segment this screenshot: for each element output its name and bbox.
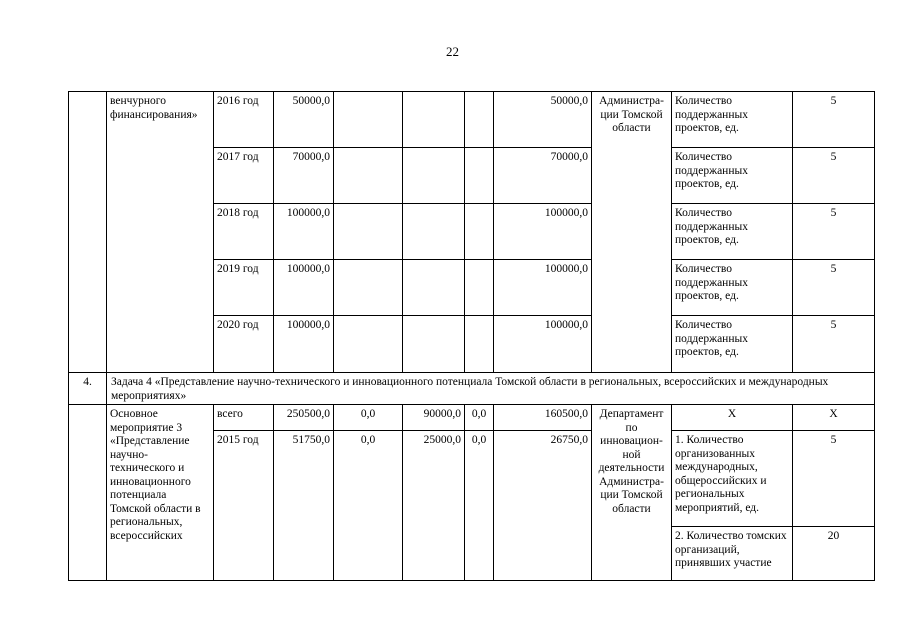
task-row xyxy=(69,373,875,405)
indicator-cell: Количество поддержанных проектов, ед. xyxy=(672,92,793,148)
year-cell: 2020 год xyxy=(214,316,274,373)
indicator-value-cell: Х xyxy=(793,405,875,431)
page-number: 22 xyxy=(446,44,459,59)
total-cell: 100000,0 xyxy=(274,204,334,260)
program-table xyxy=(68,91,875,581)
funding-cell xyxy=(465,260,494,316)
other-funding-cell: 26750,0 xyxy=(494,431,592,581)
indicator-cell: Количество поддержанных проектов, ед. xyxy=(672,148,793,204)
indicator-value-cell: 5 xyxy=(793,92,875,148)
funding-cell: 25000,0 xyxy=(403,431,465,581)
funding-cell: 0,0 xyxy=(334,431,403,581)
total-cell: 50000,0 xyxy=(274,92,334,148)
other-funding-cell: 100000,0 xyxy=(494,204,592,260)
funding-cell xyxy=(465,316,494,373)
indicator-value-cell: 5 xyxy=(793,316,875,373)
funding-cell xyxy=(403,260,465,316)
number-cell xyxy=(69,92,107,373)
funding-cell xyxy=(403,316,465,373)
indicator-cell: Х xyxy=(672,405,793,431)
funding-cell xyxy=(403,204,465,260)
funding-cell xyxy=(334,316,403,373)
funding-cell xyxy=(334,92,403,148)
other-funding-cell: 70000,0 xyxy=(494,148,592,204)
other-funding-cell: 100000,0 xyxy=(494,260,592,316)
number-cell xyxy=(69,405,107,581)
funding-cell xyxy=(403,148,465,204)
indicator-value-cell: 5 xyxy=(793,204,875,260)
year-cell: 2019 год xyxy=(214,260,274,316)
task-number-cell: 4. xyxy=(69,373,107,405)
funding-cell xyxy=(465,148,494,204)
funding-cell: 0,0 xyxy=(334,405,403,431)
indicator-cell: 2. Количество томских организаций, принявших участие xyxy=(672,527,793,581)
other-funding-cell: 50000,0 xyxy=(494,92,592,148)
indicator-value-cell: 5 xyxy=(793,260,875,316)
funding-cell: 0,0 xyxy=(465,431,494,581)
funding-cell xyxy=(334,260,403,316)
responsible-cell: Администра-ции Томской области xyxy=(592,92,672,373)
indicator-cell: Количество поддержанных проектов, ед. xyxy=(672,260,793,316)
funding-cell xyxy=(334,204,403,260)
funding-cell: 90000,0 xyxy=(403,405,465,431)
year-cell: всего xyxy=(214,405,274,431)
total-cell: 100000,0 xyxy=(274,260,334,316)
responsible-cell: Департамент по инновацион-ной деятельности Администра-ции Томской области xyxy=(592,405,672,581)
funding-cell xyxy=(465,92,494,148)
funding-cell xyxy=(403,92,465,148)
year-cell: 2016 год xyxy=(214,92,274,148)
task-title-cell: Задача 4 «Представление научно-технического и инновационного потенциала Томской области в региональных, всероссийских и международных мероприятиях» xyxy=(107,373,875,405)
funding-cell xyxy=(465,204,494,260)
total-cell: 100000,0 xyxy=(274,316,334,373)
total-cell: 70000,0 xyxy=(274,148,334,204)
year-cell: 2018 год xyxy=(214,204,274,260)
funding-cell: 0,0 xyxy=(465,405,494,431)
table-row xyxy=(69,405,875,431)
indicator-cell: 1. Количество организованных международных, общероссийских и региональных мероприятий, ед. xyxy=(672,431,793,527)
total-cell: 51750,0 xyxy=(274,431,334,581)
indicator-value-cell: 20 xyxy=(793,527,875,581)
measure-name-cell: Основное мероприятие 3 «Представление научно-технического и инновационного потенциала Томской области в региональных, всероссийских xyxy=(107,405,214,581)
table-row xyxy=(69,92,875,148)
indicator-value-cell: 5 xyxy=(793,431,875,527)
year-cell: 2015 год xyxy=(214,431,274,581)
measure-name-cell: венчурного финансирования» xyxy=(107,92,214,373)
indicator-cell: Количество поддержанных проектов, ед. xyxy=(672,204,793,260)
other-funding-cell: 100000,0 xyxy=(494,316,592,373)
total-cell: 250500,0 xyxy=(274,405,334,431)
other-funding-cell: 160500,0 xyxy=(494,405,592,431)
year-cell: 2017 год xyxy=(214,148,274,204)
indicator-cell: Количество поддержанных проектов, ед. xyxy=(672,316,793,373)
funding-cell xyxy=(334,148,403,204)
indicator-value-cell: 5 xyxy=(793,148,875,204)
